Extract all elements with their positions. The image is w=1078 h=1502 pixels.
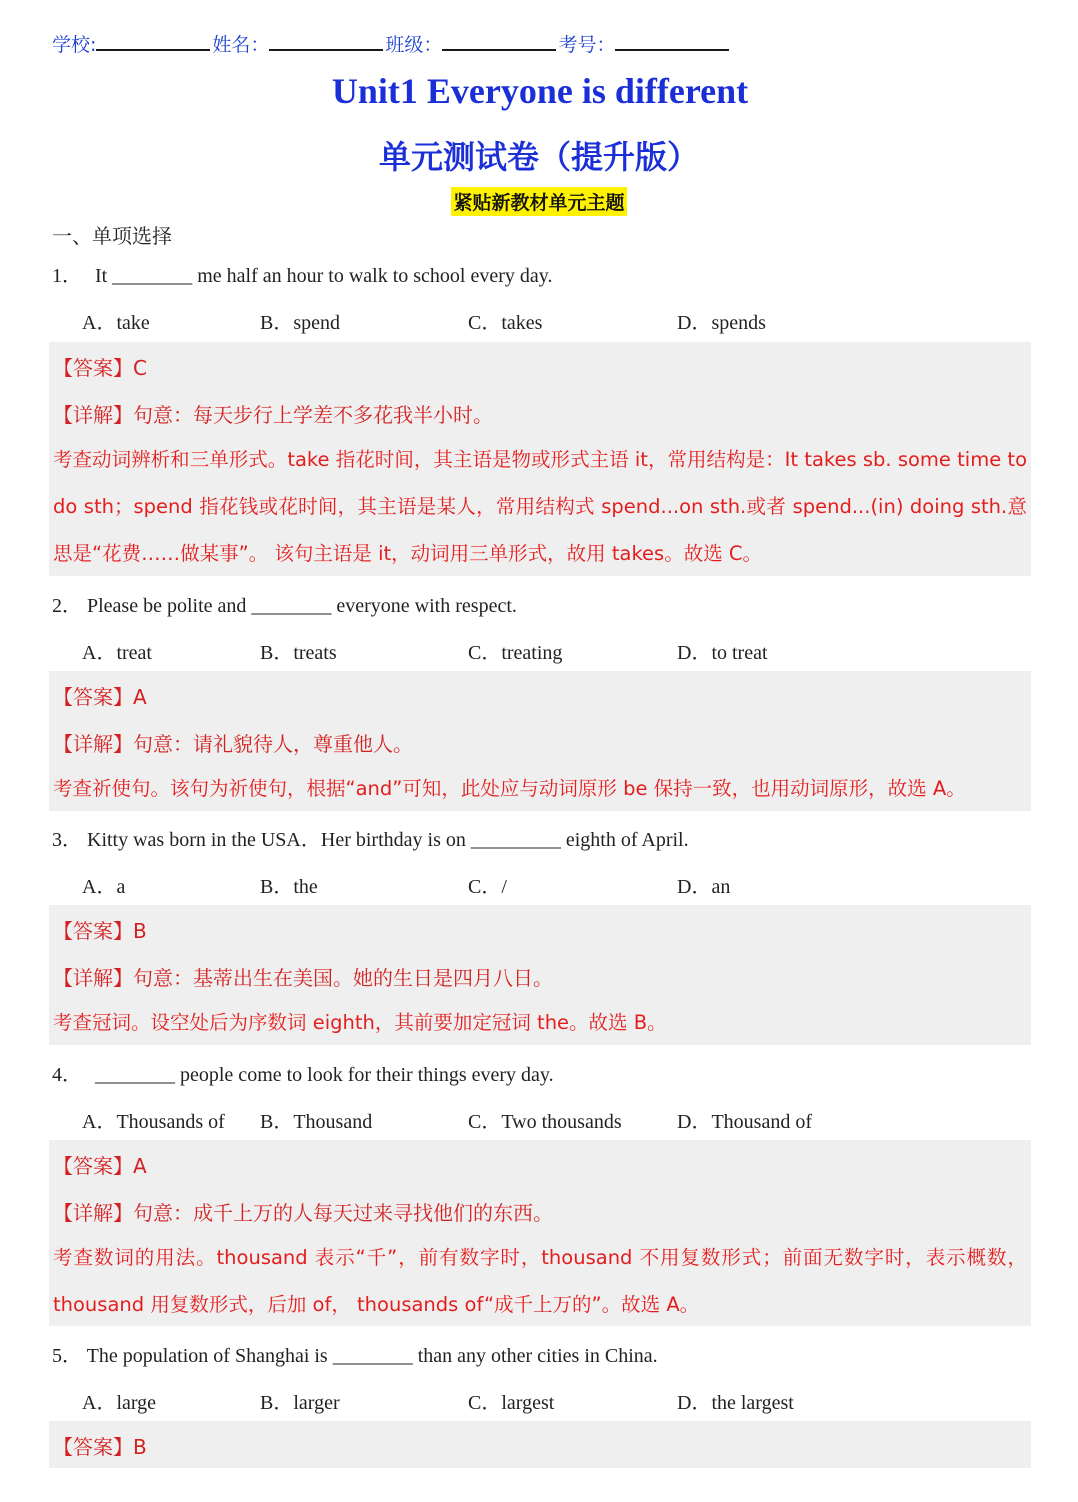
option-c[interactable]: C．takes: [468, 312, 543, 334]
question-2: [52, 589, 517, 618]
page-subtitle: 单元测试卷（提升版）: [378, 138, 699, 176]
answer-box-4: [49, 1140, 1031, 1326]
answer-label: 【答案】C: [53, 356, 147, 380]
option-d[interactable]: D．the largest: [677, 1392, 794, 1414]
option-c[interactable]: C．treating: [468, 642, 563, 664]
exam-no-label: 考号：: [558, 34, 616, 56]
class-label: 班级：: [385, 34, 443, 56]
question-number: 4．: [52, 1064, 82, 1086]
question-text: It ________ me half an hour to walk to school every day.: [95, 265, 553, 287]
option-c[interactable]: C．Two thousands: [468, 1111, 622, 1133]
option-a[interactable]: A．a: [82, 876, 126, 898]
tag-wrap: [0, 187, 1078, 216]
theme-tag: 紧贴新教材单元主题: [451, 187, 626, 216]
option-a[interactable]: A．take: [82, 312, 150, 334]
option-c[interactable]: C．largest: [468, 1392, 555, 1414]
page-title: Unit1 Everyone is different: [331, 71, 749, 111]
question-number: 1．: [52, 265, 82, 287]
option-a[interactable]: A．large: [82, 1392, 157, 1414]
question-number: 3．: [52, 829, 82, 851]
question-text: ________ people come to look for their things every day.: [95, 1064, 554, 1086]
answer-box-5: [49, 1421, 1031, 1468]
answer-label: 【答案】B: [53, 1435, 147, 1459]
option-b[interactable]: B．treats: [260, 642, 337, 664]
school-label: 学校:: [52, 34, 97, 56]
option-b[interactable]: B．larger: [260, 1392, 340, 1414]
detail-label: 【详解】句意：请礼貌待人，尊重他人。: [53, 732, 413, 756]
explanation: 考查动词辨析和三单形式。take 指花时间，其主语是物或形式主语 it，常用结构是：It takes sb. some time to do sth；spend 指花钱或花时间，其主语是某人，常用结构式 spend...on sth.或者 spend...(in) doing sth.意思是“花费……做某事”。 该句主语是 it，动词用三单形式，故用 takes。故选 C。: [53, 448, 1027, 565]
answer-box-3: [49, 905, 1031, 1045]
question-text: Please be polite and ________ everyone with respect.: [87, 595, 517, 617]
detail-label: 【详解】句意：基蒂出生在美国。她的生日是四月八日。: [53, 966, 553, 990]
option-d[interactable]: D．spends: [677, 312, 766, 334]
detail-label: 【详解】句意：每天步行上学差不多花我半小时。: [53, 403, 493, 427]
question-text: Kitty was born in the USA．Her birthday is on _________ eighth of April.: [87, 829, 689, 851]
option-d[interactable]: D．Thousand of: [677, 1111, 812, 1133]
answer-label: 【答案】A: [53, 685, 147, 709]
option-c[interactable]: C．/: [468, 876, 507, 898]
student-info-line: [52, 30, 731, 57]
name-blank[interactable]: [269, 31, 383, 51]
answer-label: 【答案】A: [53, 1154, 147, 1178]
question-4: [52, 1058, 554, 1087]
question-1: [52, 259, 552, 288]
question-text: The population of Shanghai is ________ than any other cities in China.: [86, 1345, 658, 1367]
answer-box-2: [49, 671, 1031, 811]
explanation: 考查冠词。设空处后为序数词 eighth，其前要加定冠词 the。故选 B。: [53, 1011, 667, 1034]
option-a[interactable]: A．treat: [82, 642, 152, 664]
option-b[interactable]: B．the: [260, 876, 318, 898]
answer-label: 【答案】B: [53, 919, 147, 943]
option-d[interactable]: D．an: [677, 876, 731, 898]
option-b[interactable]: B．Thousand: [260, 1111, 373, 1133]
question-number: 5．: [52, 1345, 82, 1367]
option-b[interactable]: B．spend: [260, 312, 340, 334]
explanation: 考查祈使句。该句为祈使句，根据“and”可知，此处应与动词原形 be 保持一致，也用动词原形，故选 A。: [53, 777, 966, 800]
question-number: 2．: [52, 595, 82, 617]
school-blank[interactable]: [96, 31, 210, 51]
name-label: 姓名：: [212, 34, 270, 56]
question-5: [52, 1339, 658, 1368]
exam-no-blank[interactable]: [615, 31, 729, 51]
option-d[interactable]: D．to treat: [677, 642, 768, 664]
section-title: 一、单项选择: [52, 224, 172, 248]
class-blank[interactable]: [442, 31, 556, 51]
option-a[interactable]: A．Thousands of: [82, 1111, 225, 1133]
explanation: 考查数词的用法。thousand 表示“千”，前有数字时，thousand 不用复数形式；前面无数字时，表示概数，thousand 用复数形式，后加 of， thousands of“成千上万的”。故选 A。: [53, 1246, 1027, 1316]
answer-box-1: [49, 342, 1031, 576]
question-3: [52, 823, 689, 852]
detail-label: 【详解】句意：成千上万的人每天过来寻找他们的东西。: [53, 1201, 553, 1225]
